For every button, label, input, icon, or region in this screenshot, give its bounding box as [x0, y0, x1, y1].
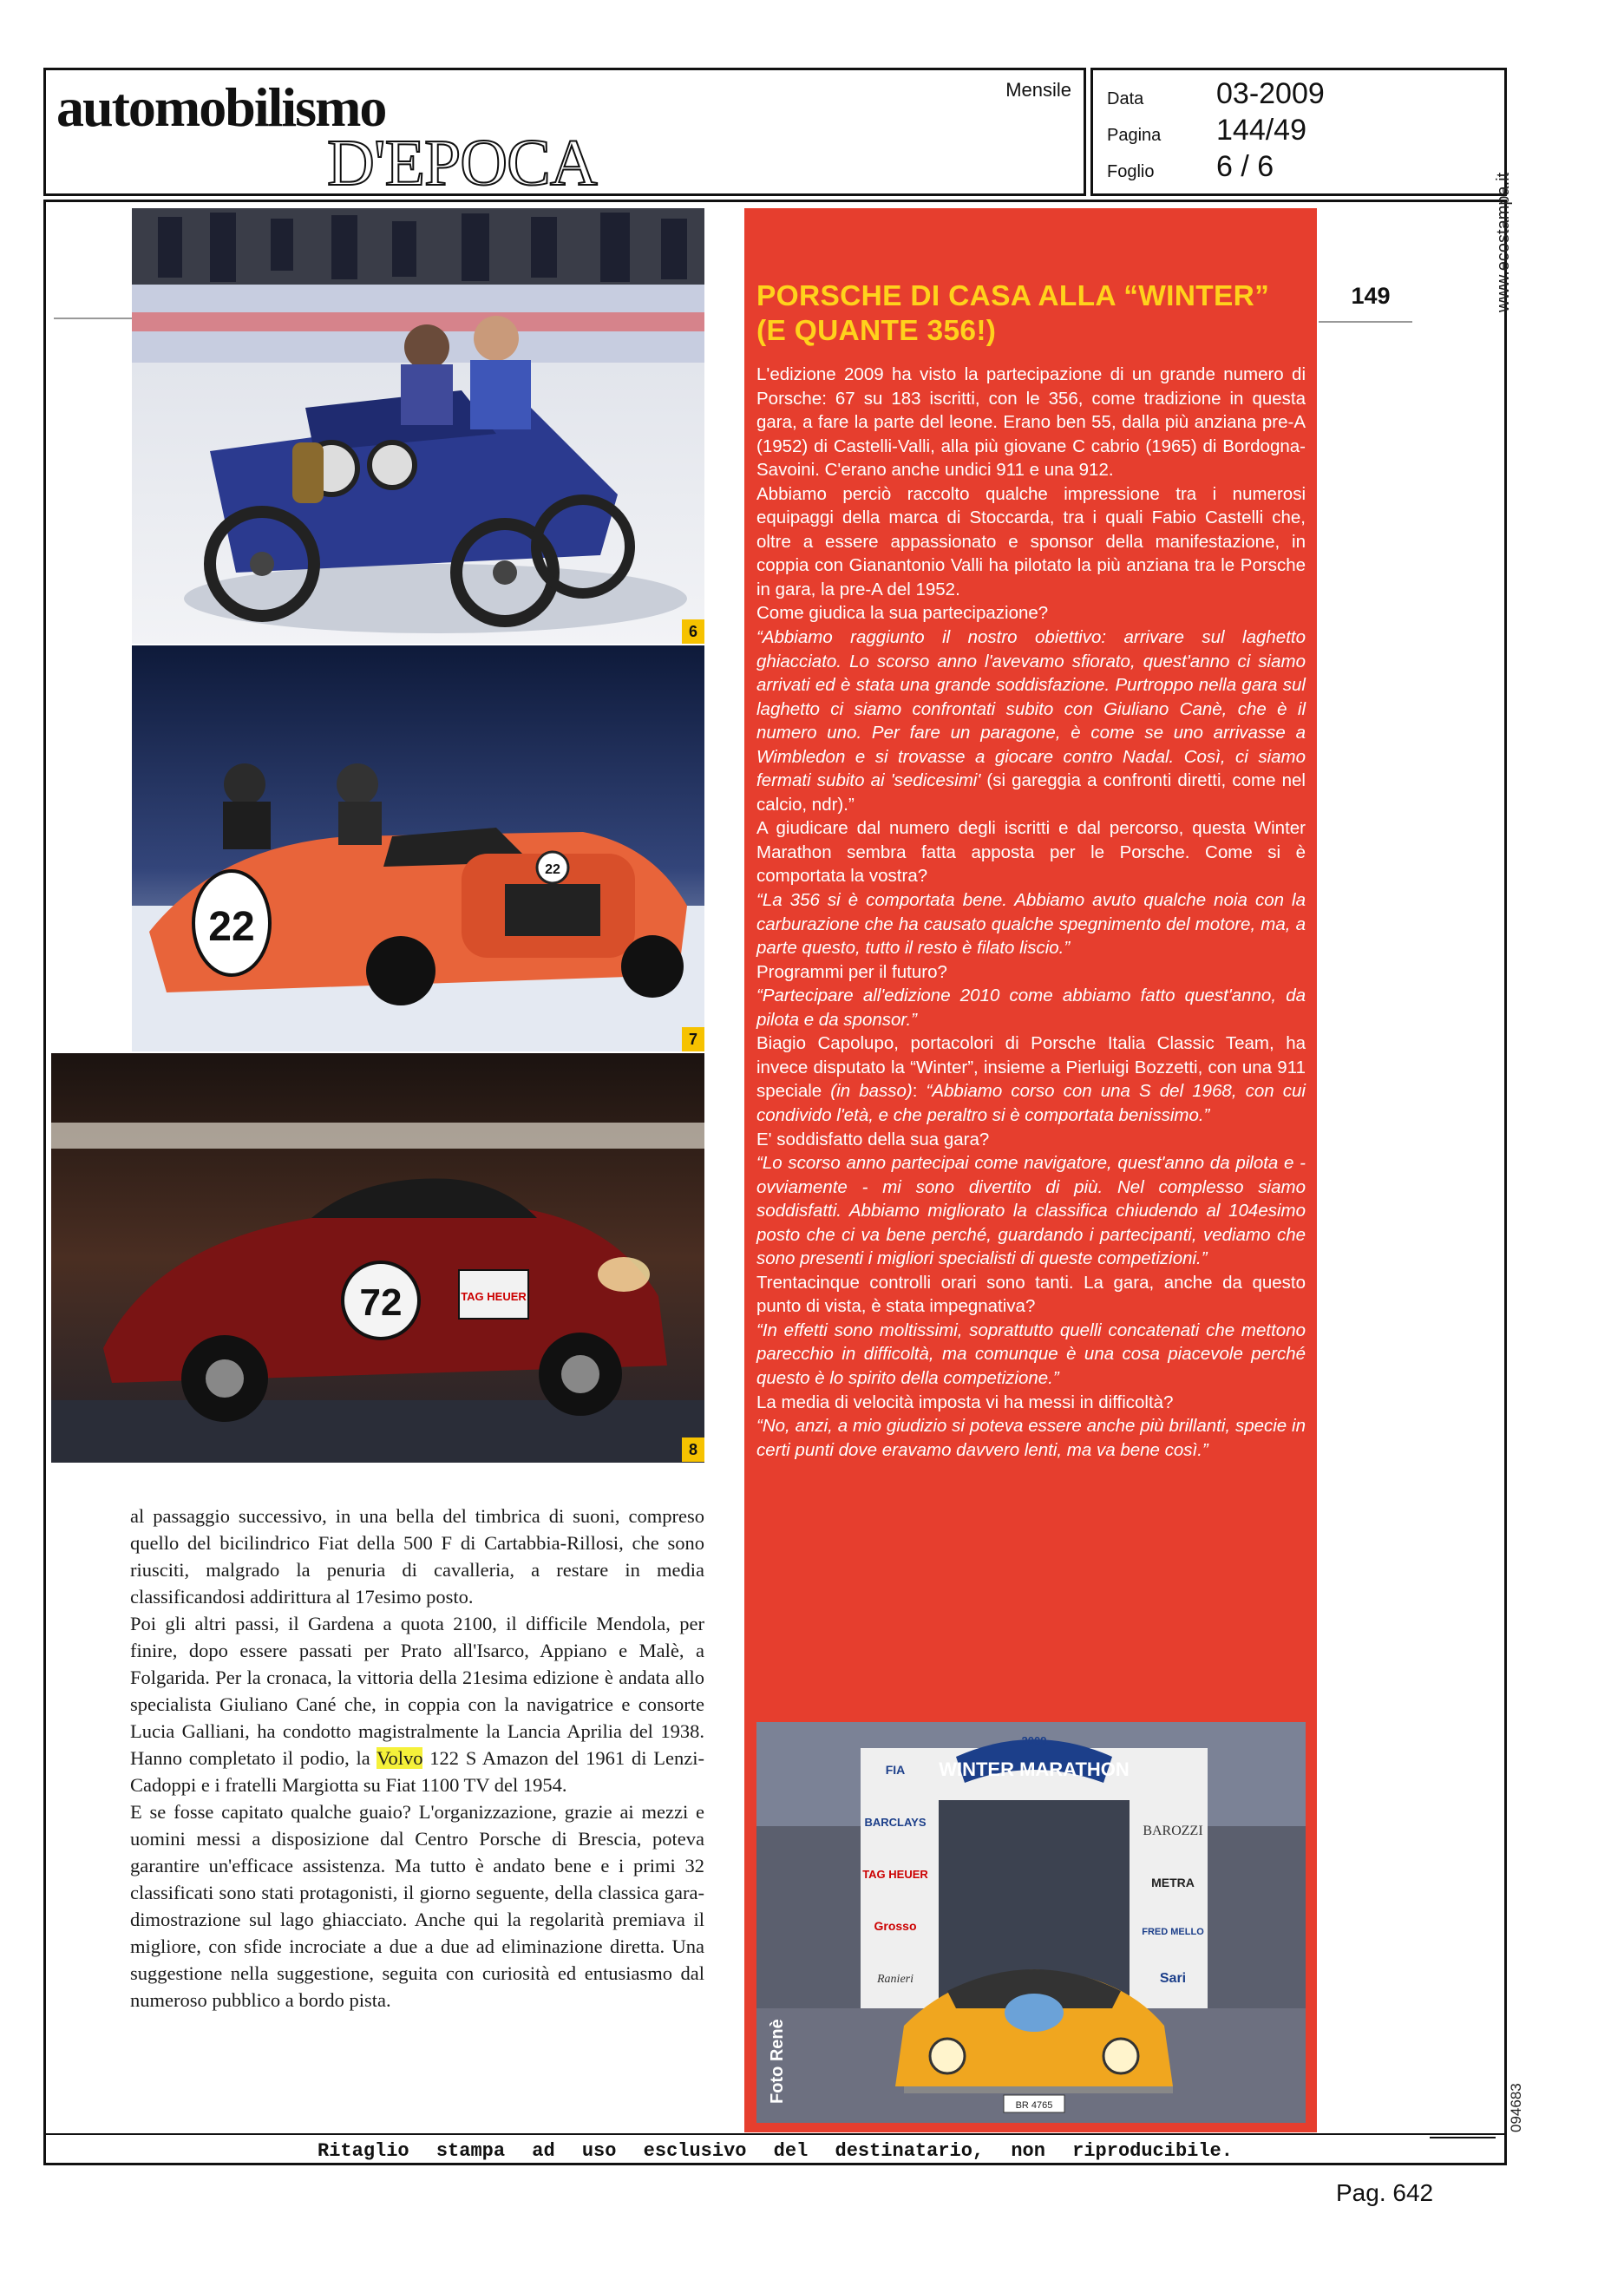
page-footer-number: Pag. 642: [1336, 2179, 1434, 2206]
car-number-label: 22: [208, 904, 255, 950]
sidebar-paragraph: E' soddisfatto della sua gara?: [756, 1129, 990, 1149]
photo-8-porsche-356: [51, 1053, 704, 1463]
pagina-value: 144/49: [1216, 114, 1306, 147]
sponsor-logo: METRA: [1151, 1876, 1195, 1889]
article-paragraph: al passaggio successivo, in una bella del timbrica di suoni, compreso quello del bicilindrico Fiat della 500 F di Cartabbia-Rillosi, che sono riusciti, malgrado la penuria di cavalleria, a restare in media classificandosi addirittura al 17esimo posto.: [130, 1505, 704, 1608]
masthead-box: [43, 68, 1086, 196]
magazine-page-number: 149: [1351, 283, 1391, 309]
sidebar-paragraph: Programmi per il futuro?: [756, 961, 947, 982]
article-paragraph: Poi gli altri passi, il Gardena a quota 2100, il difficile Mendola, per finire, dopo essere passati per Prato all'Isarco, Appiano e Malè, a Folgarida. Per la cronaca, la vittoria della 21esima edizione è andata allo specialista Giuliano Cané che, in coppia con la navigatrice e consorte Lucia Galliani, ha condotto magistralmente la Lancia Aprilia del 1938. Hanno completato il podio, la Volvo 122 S Amazon del 1961 di Lenzi-Cadoppi e i fratelli Margiotta su Fiat 1100 TV del 1954.: [130, 1613, 704, 1796]
masthead-line2: D'EPOCA: [327, 127, 597, 190]
clipping-notice: Ritaglio stampa ad uso esclusivo del destinatario, non riproducibile.: [318, 2140, 1233, 2162]
photo-7-orange-roadster: [132, 645, 704, 1051]
foglio-label: Foglio: [1107, 162, 1155, 181]
article-paragraph: E se fosse capitato qualche guaio? L'organizzazione, grazie ai mezzi e uomini messi a disposizione dal Centro Porsche di Brescia, poteva garantire un'efficace assistenza. Ma tutto è andato bene e i primi 32 classificati sono stati protagonisti, il giorno seguente, della classica gara-dimostrazione sul lago ghiacciato. Anche qui la regolarità premiava il migliore, con sfide incrociate a due a due ad eliminazione diretta. Una suggestione nella suggestione, seguita con curiosità ed entusiasmo dal numeroso pubblico a bordo pista.: [130, 1801, 704, 2011]
foglio-value: 6 / 6: [1216, 150, 1274, 183]
sidebar-paragraph: Abbiamo perciò raccolto qualche impressione tra i numerosi equipaggi della marca di Stoccarda, tra i quali Fabio Castelli che, oltre a essere appassionato e sponsor della manifestazione, in coppia con Gianantonio Valli ha pilotato la più anziana tra le Porsche in gara, la pre-A del 1952.: [756, 483, 1306, 599]
metadata-box: [1090, 68, 1507, 196]
plate-number-label: 22: [545, 862, 560, 877]
sidebar-paragraph: “Lo scorso anno partecipai come navigatore, quest'anno da pilota e - ovviamente - mi sono divertito di più. Nel complesso siamo soddisfatti. Abbiamo migliorato la classifica chiudendo al 104esimo posto che ci va bene perché, guardando i partecipanti, vediamo che sono presenti i migliori specialisti di queste competizioni.”: [756, 1153, 1306, 1269]
sidebar-paragraph: Come giudica la sua partecipazione?: [756, 603, 1049, 624]
main-article-text: [130, 1503, 704, 2014]
sponsor-logo: BARCLAYS: [864, 1816, 927, 1829]
masthead-logo: [53, 75, 608, 190]
sidebar-photo-winter-marathon: [756, 1722, 1306, 2123]
side-url: www.ecostampa.it: [1494, 172, 1513, 312]
car-number-label: 72: [359, 1281, 403, 1324]
divider-left: [54, 318, 132, 319]
pagina-label: Pagina: [1107, 126, 1162, 145]
sidebar-paragraph: “In effetti sono moltissimi, soprattutto quelli concatenati che mettono parecchio in difficoltà, ma comunque è una cosa piacevole perché questo è lo spirito della competizione.”: [756, 1320, 1306, 1388]
data-label: Data: [1107, 89, 1144, 108]
sponsor-logo: FRED MELLO: [1142, 1927, 1204, 1937]
sidebar-paragraph: L'edizione 2009 ha visto la partecipazione di un grande numero di Porsche: 67 su 183 iscritti, con le 356, come tradizione in questa gara, a fare la parte del leone. Erano ben 55, dalla più anziana pre-A (1952) di Castelli-Valli, alla più giovane C cabrio (1965) di Bordogna-Savoini. C'erano anche undici 911 e una 912.: [756, 364, 1306, 481]
arch-banner: WINTER MARATHON: [939, 1758, 1130, 1780]
footer-strip: [43, 2133, 1507, 2165]
sponsor-logo: FIA: [885, 1763, 906, 1777]
periodicity-label: Mensile: [1005, 79, 1071, 101]
sidebar-paragraph: A giudicare dal numero degli iscritti e dal percorso, questa Winter Marathon sembra fatta apposta per le Porsche. Come si è comportata la vostra?: [756, 818, 1306, 887]
highlighted-word: Volvo: [377, 1747, 423, 1769]
sidebar-paragraph: “Abbiamo raggiunto il nostro obiettivo: arrivare sul laghetto ghiacciato. Lo scorso anno l'avevamo sfiorato, quest'anno ci siamo arrivati ed è stata una grande soddisfazione. Purtroppo nella gara sul laghetto ci siamo confrontati subito con Giuliano Canè, che è il numero uno. Per fare un paragone, è come se uno arrivasse a Wimbledon e si trovasse a giocare contro Nadal. Così, ci siamo fermati subito ai 'sedicesimi' (si gareggia a confronti diretti, come nel calcio, ndr).”: [756, 627, 1306, 815]
data-value: 03-2009: [1216, 77, 1325, 110]
meta-row-pagina: [1107, 114, 1497, 148]
photo-number-badge: 7: [682, 1027, 704, 1051]
photo-credit: Foto Renè: [768, 2019, 787, 2104]
masthead-line1: automobilismo: [56, 76, 386, 138]
sidebar-paragraph: La media di velocità imposta vi ha messi in difficoltà?: [756, 1392, 1174, 1412]
photo-6-vintage-roadster: [132, 208, 704, 644]
sidebar-title: PORSCHE DI CASA ALLA “WINTER” (E QUANTE 356!): [756, 280, 1270, 347]
sponsor-logo: Sari: [1159, 1971, 1187, 1986]
photo-number-badge: 8: [682, 1437, 704, 1462]
sidebar-body: [756, 363, 1306, 1462]
meta-row-foglio: [1107, 150, 1497, 185]
sponsor-logo: TAG HEUER: [862, 1868, 928, 1881]
sidebar-paragraph: Biagio Capolupo, portacolori di Porsche Italia Classic Team, ha invece disputato la “Winter”, insieme a Pierluigi Bozzetti, con una 911 speciale (in basso): “Abbiamo corso con una S del 1968, con cui condivido l'età, e che peraltro si è comportata benissimo.”: [756, 1033, 1306, 1125]
sidebar-paragraph: “La 356 si è comportata bene. Abbiamo avuto qualche noia con la carburazione che ha causato qualche spegnimento del motore, ma, a parte questo, tutto il resto è filato liscio.”: [756, 890, 1306, 959]
sidebar-paragraph: “No, anzi, a mio giudizio si poteva essere anche più brillanti, specie in certi punti dove eravamo davvero lenti, ma va bene così.”: [756, 1416, 1306, 1460]
sidebar-box: [744, 208, 1317, 2132]
arch-years: 2009: [1021, 1734, 1047, 1747]
side-code: 094683: [1508, 2083, 1524, 2132]
photo-number-badge: 6: [682, 619, 704, 644]
sidebar-paragraph: “Partecipare all'edizione 2010 come abbiamo fatto quest'anno, da pilota e da sponsor.”: [756, 986, 1306, 1030]
sponsor-logo: Ranieri: [877, 1973, 914, 1986]
sidebar-paragraph: Trentacinque controlli orari sono tanti. La gara, anche da questo punto di vista, è stata impegnativa?: [756, 1272, 1306, 1317]
meta-row-data: [1107, 77, 1497, 112]
sponsor-logo: Grosso: [874, 1919, 917, 1933]
sponsor-logo: BAROZZI: [1143, 1824, 1203, 1838]
divider-right: [1319, 321, 1412, 323]
sponsor-label: TAG HEUER: [461, 1290, 527, 1303]
car-plate: BR 4765: [1015, 2100, 1053, 2111]
